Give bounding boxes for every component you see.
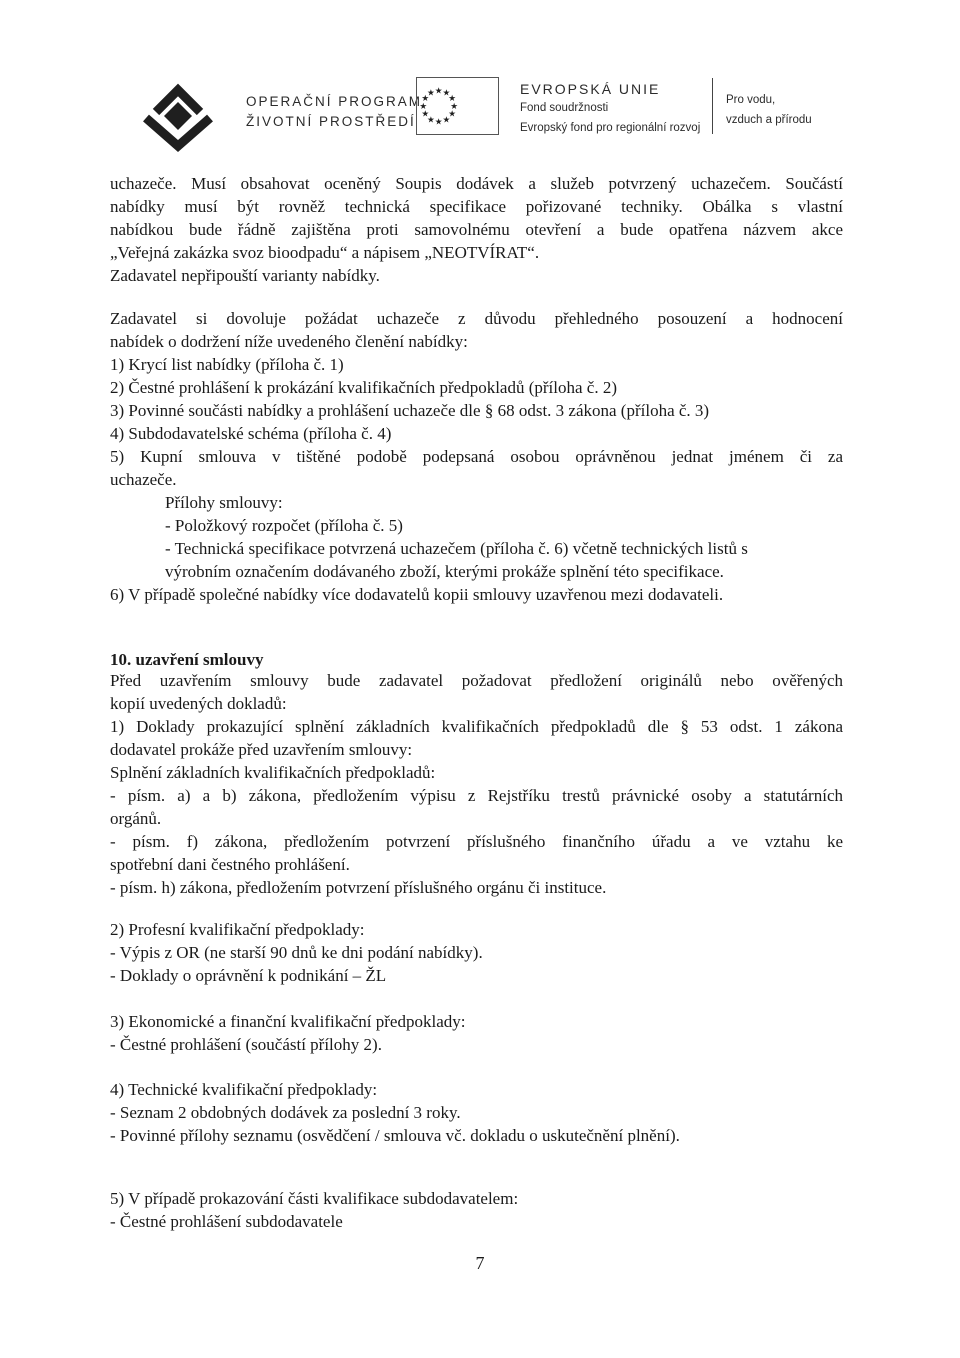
list-item: - písm. a) a b) zákona, předložením výpisu z Rejstříku trestů právnické osoby a statutárních [110,786,843,805]
text-line: nabídkou bude řádně zajištěna proti samovolnému otevření a bude opatřena názvem akce [110,220,843,239]
eu-star-icon: ★ [421,109,430,120]
eu-block [520,80,700,138]
text-line: spotřební dani čestného prohlášení. [110,855,350,874]
text-line: 3) Ekonomické a finanční kvalifikační předpoklady: [110,1012,466,1031]
list-item: 2) Čestné prohlášení k prokázání kvalifikačních předpokladů (příloha č. 2) [110,378,617,397]
text-line: výrobním označením dodávaného zboží, kterými prokáže splnění této specifikace. [165,562,724,581]
text-line: dodavatel prokáže před uzavřením smlouvy: [110,740,413,759]
motto-line-2: vzduch a přírodu [726,114,812,126]
header-divider [712,78,713,134]
list-item: - Technická specifikace potvrzená uchazečem (příloha č. 6) včetně technických listů s [165,539,748,558]
text-line: nabídek o dodržení níže uvedeného členění nabídky: [110,332,468,351]
list-item: 6) V případě společné nabídky více dodavatelů kopii smlouvy uzavřenou mezi dodavateli. [110,585,724,604]
eu-star-icon: ★ [442,115,451,126]
list-item: 1) Doklady prokazující splnění základních kvalifikačních předpokladů dle § 53 odst. 1 zákona [110,717,843,736]
list-item: - Doklady o oprávnění k podnikání – ŽL [110,966,387,985]
page-number: 7 [475,1253,485,1273]
eu-flag-icon [416,77,499,135]
programme-line-2: ŽIVOTNÍ PROSTŘEDÍ [246,114,416,129]
list-item: - Položkový rozpočet (příloha č. 5) [165,516,403,535]
list-item: - písm. h) zákona, předložením potvrzení příslušného orgánu či instituce. [110,878,607,897]
text-line: nabídky musí být rovněž technická specifikace pořizované techniky. Obálka s vlastní [110,197,843,216]
eu-star-icon: ★ [427,115,435,126]
programme-name [246,92,422,132]
eu-star-icon: ★ [427,88,435,99]
text-line: Zadavatel nepřipouští varianty nabídky. [110,266,380,285]
list-item: - Povinné přílohy seznamu (osvědčení / smlouva vč. dokladu o uskutečnění plnění). [110,1126,680,1145]
list-item: - Čestné prohlášení subdodavatele [110,1212,343,1231]
eu-star-icon: ★ [434,117,443,128]
list-item: 1) Krycí list nabídky (příloha č. 1) [110,355,344,374]
programme-line-1: OPERAČNÍ PROGRAM [246,94,423,109]
list-item: - písm. f) zákona, předložením potvrzení příslušného finančního úřadu a ve vztahu ke [110,832,843,851]
section-number: 10. [110,650,132,669]
list-item: - Výpis z OR (ne starší 90 dnů ke dni podání nabídky). [110,943,483,962]
eu-title: EVROPSKÁ UNIE [520,81,661,97]
operational-programme-logo-icon [138,72,218,152]
text-line: Před uzavřením smlouvy bude zadavatel požadovat předložení originálů nebo ověřených [110,671,843,690]
section-title [110,648,263,671]
text-line: Splnění základních kvalifikačních předpokladů: [110,763,436,782]
eu-fund-2: Evropský fond pro regionální rozvoj [520,122,701,134]
list-item: 4) Subdodavatelské schéma (příloha č. 4) [110,424,392,443]
list-item: - Čestné prohlášení (součástí přílohy 2). [110,1035,382,1054]
list-item: 3) Povinné součásti nabídky a prohlášení uchazeče dle § 68 odst. 3 zákona (příloha č. 3) [110,401,710,420]
text-line: Zadavatel si dovoluje požádat uchazeče z důvodu přehledného posouzení a hodnocení [110,309,843,328]
eu-star-icon: ★ [419,101,428,112]
document-header [0,0,960,170]
eu-star-icon: ★ [434,86,443,97]
list-item: - Seznam 2 obdobných dodávek za poslední 3 roky. [110,1103,461,1122]
attachments-heading: Přílohy smlouvy: [165,493,283,512]
text-line: uchazeče. Musí obsahovat oceněný Soupis dodávek a služeb potvrzený uchazečem. Součástí [110,174,843,193]
list-item: 5) Kupní smlouva v tištěné podobě podepsaná osobou oprávněnou jednat jménem či za [110,447,843,466]
eu-fund-1: Fond soudržnosti [520,102,609,114]
eu-star-icon: ★ [448,94,456,105]
motto-line-1: Pro vodu, [726,94,776,106]
section-title-text: uzavření smlouvy [135,650,264,669]
text-line: 5) V případě prokazování části kvalifikace subdodavatelem: [110,1189,519,1208]
text-line: „Veřejná zakázka svoz bioodpadu“ a nápisem „NEOTVÍRAT“. [110,243,540,262]
motto [726,90,812,130]
text-line: 2) Profesní kvalifikační předpoklady: [110,920,365,939]
eu-star-icon: ★ [421,94,430,105]
text-line: orgánů. [110,809,162,828]
eu-star-icon: ★ [450,101,459,112]
text-line: uchazeče. [110,470,177,489]
eu-star-icon: ★ [442,88,451,99]
text-line: kopií uvedených dokladů: [110,694,287,713]
eu-star-icon: ★ [448,109,456,120]
text-line: 4) Technické kvalifikační předpoklady: [110,1080,378,1099]
